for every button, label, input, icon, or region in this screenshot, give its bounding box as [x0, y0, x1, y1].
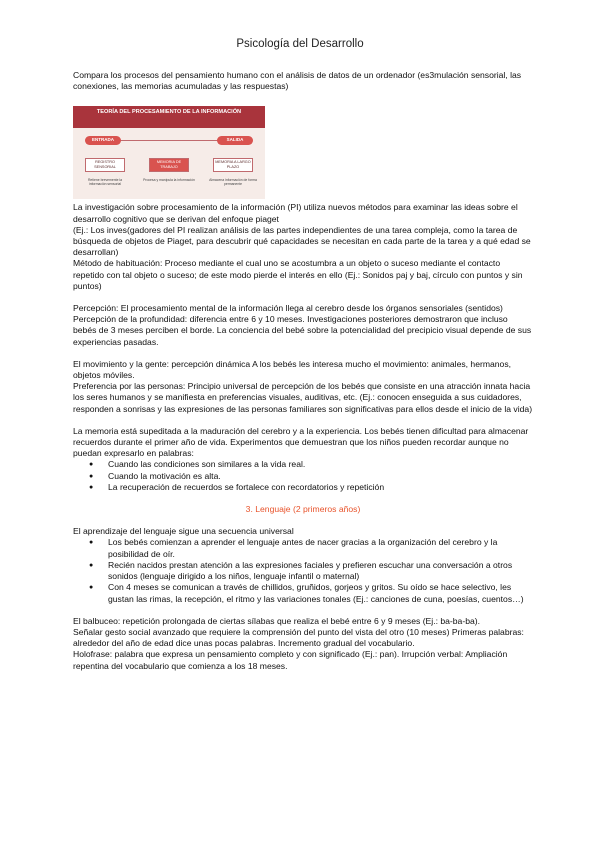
paragraph-perception: Percepción: El procesamiento mental de la información llega al cerebro desde los órganos sensoriales (sentidos)	[73, 303, 503, 314]
paragraph-movement: El movimiento y la gente: percepción dinámica A los bebés les interesa mucho el movimiento: animales, hermanos, objetos móviles.	[73, 358, 512, 381]
figure-connector	[103, 140, 235, 141]
figure-caption-working: Procesa y manipula la información	[143, 178, 195, 183]
paragraph-habituation: Método de habituación: Proceso mediante el cual uno se acostumbra a un objeto o suceso mediante el contacto repetido con tal objeto o suceso; de este modo pierde el interés en ello (Ej.: Sonidos paj y baj, círculo con puntos y sin puntos)	[73, 258, 523, 291]
paragraph-pi: La investigación sobre procesamiento de la información (PI) utiliza nuevos métodos para examinar las ideas sobre el desarrollo cognitivo que se derivan del enfoque piaget	[73, 202, 518, 224]
list-item: ● Recién nacidos prestan atención a las expresiones faciales y prefieren escuchar una conversación a otros sonidos (lenguaje dirigido a los niños, lenguaje infantil o maternal)	[108, 560, 533, 582]
memory-bullet-list	[73, 459, 533, 493]
figure-title: TEORÍA DEL PROCESAMIENTO DE LA INFORMACIÓN	[73, 106, 265, 128]
paragraph-people-preference: Preferencia por las personas: Principio universal de percepción de los bebés que consiste en una atracción innata hacia los seres humanos y se manifiesta en preferencias visuales, auditivas, etc. (Ej.: conocen enseguida a sus cuidadores, responden a sonrisas y las expresiones de las personas familiares son significativas para ellos desde el inicio de la vida)	[73, 381, 533, 414]
paragraph-pointing: Señalar gesto social avanzado que requiere la comprensión del punto del vista del otro (10 meses) Primeras palabras: alrededor del año de edad dice unas pocas palabras. Incremento gradual del vocabulario.	[73, 626, 524, 649]
list-item: ● Con 4 meses se comunican a través de chillidos, gruñidos, gorjeos y gritos. Su oído se hace selectivo, les gustan las rimas, la recepción, el ritmo y las variaciones tonales (Ej.: canciones de cuna, poesías, cuentos…)	[108, 582, 533, 604]
information-processing-figure	[73, 106, 265, 199]
paragraph-memory: La memoria está supeditada a la maduración del cerebro y a la experiencia. Los bebés tienen dificultad para almacenar recuerdos durante el primer año de vida. Experimentos que demuestran que los niños pueden recordar aunque no puedan expresarlo en palabras:	[73, 425, 529, 459]
language-bullet-list	[73, 537, 533, 604]
list-item: ● Cuando las condiciones son similares a la vida real.	[108, 459, 533, 470]
figure-node-output: SALIDA	[217, 136, 253, 145]
list-item: ● Los bebés comienzan a aprender el lenguaje antes de nacer gracias a la organización del cerebro y la posibilidad de oír.	[108, 537, 533, 559]
paragraph-depth-perception: Percepción de la profundidad: diferencia entre 6 y 10 meses. Investigaciones posteriores demostraron que incluso bebés de 3 meses perciben el borde. La conciencia del bebé sobre la potencialidad del precipicio visual depende de sus experiencias pasadas.	[73, 314, 532, 347]
document-body	[73, 70, 533, 672]
paragraph-holophrase: Holofrase: palabra que expresa un pensamiento completo y con significado (Ej.: pan). Irrupción verbal: Ampliación repentina del vocabulario que comienza a los 18 meses.	[73, 649, 508, 671]
figure-caption-longterm: Almacena información de forma permanente	[209, 178, 257, 187]
figure-box-sensory: REGISTRO SENSORIAL	[85, 158, 125, 172]
list-item: ● Cuando la motivación es alta.	[108, 471, 533, 482]
figure-caption-sensory: Retiene brevemente la información sensorial	[87, 178, 123, 187]
figure-box-longterm: MEMORIA A LARGO PLAZO	[213, 158, 253, 172]
intro-paragraph: Compara los procesos del pensamiento humano con el análisis de datos de un ordenador (es3mulación sensorial, las conexiones, las memorias acumuladas y las respuestas)	[73, 70, 522, 92]
paragraph-language-intro: El aprendizaje del lenguaje sigue una secuencia universal	[73, 526, 294, 537]
paragraph-babbling: El balbuceo: repetición prolongada de ciertas sílabas que realiza el bebé entre 6 y 9 meses (Ej.: ba-ba-ba).	[73, 615, 481, 626]
figure-node-input: ENTRADA	[85, 136, 121, 145]
figure-box-working: MEMORIA DE TRABAJO	[149, 158, 189, 172]
paragraph-pi-example: (Ej.: Los inves(gadores del PI realizan análisis de las partes independientes de una tarea compleja, como la tarea de búsqueda de objetos de Piaget, para descubrir qué capacidades se necesitan en cada parte de la tarea y a qué edad se desarrollan)	[73, 224, 531, 258]
section-title-language: 3. Lenguaje (2 primeros años)	[245, 504, 361, 515]
page-header: Psicología del Desarrollo	[236, 38, 364, 50]
list-item: ● La recuperación de recuerdos se fortalece con recordatorios y repetición	[108, 482, 533, 493]
